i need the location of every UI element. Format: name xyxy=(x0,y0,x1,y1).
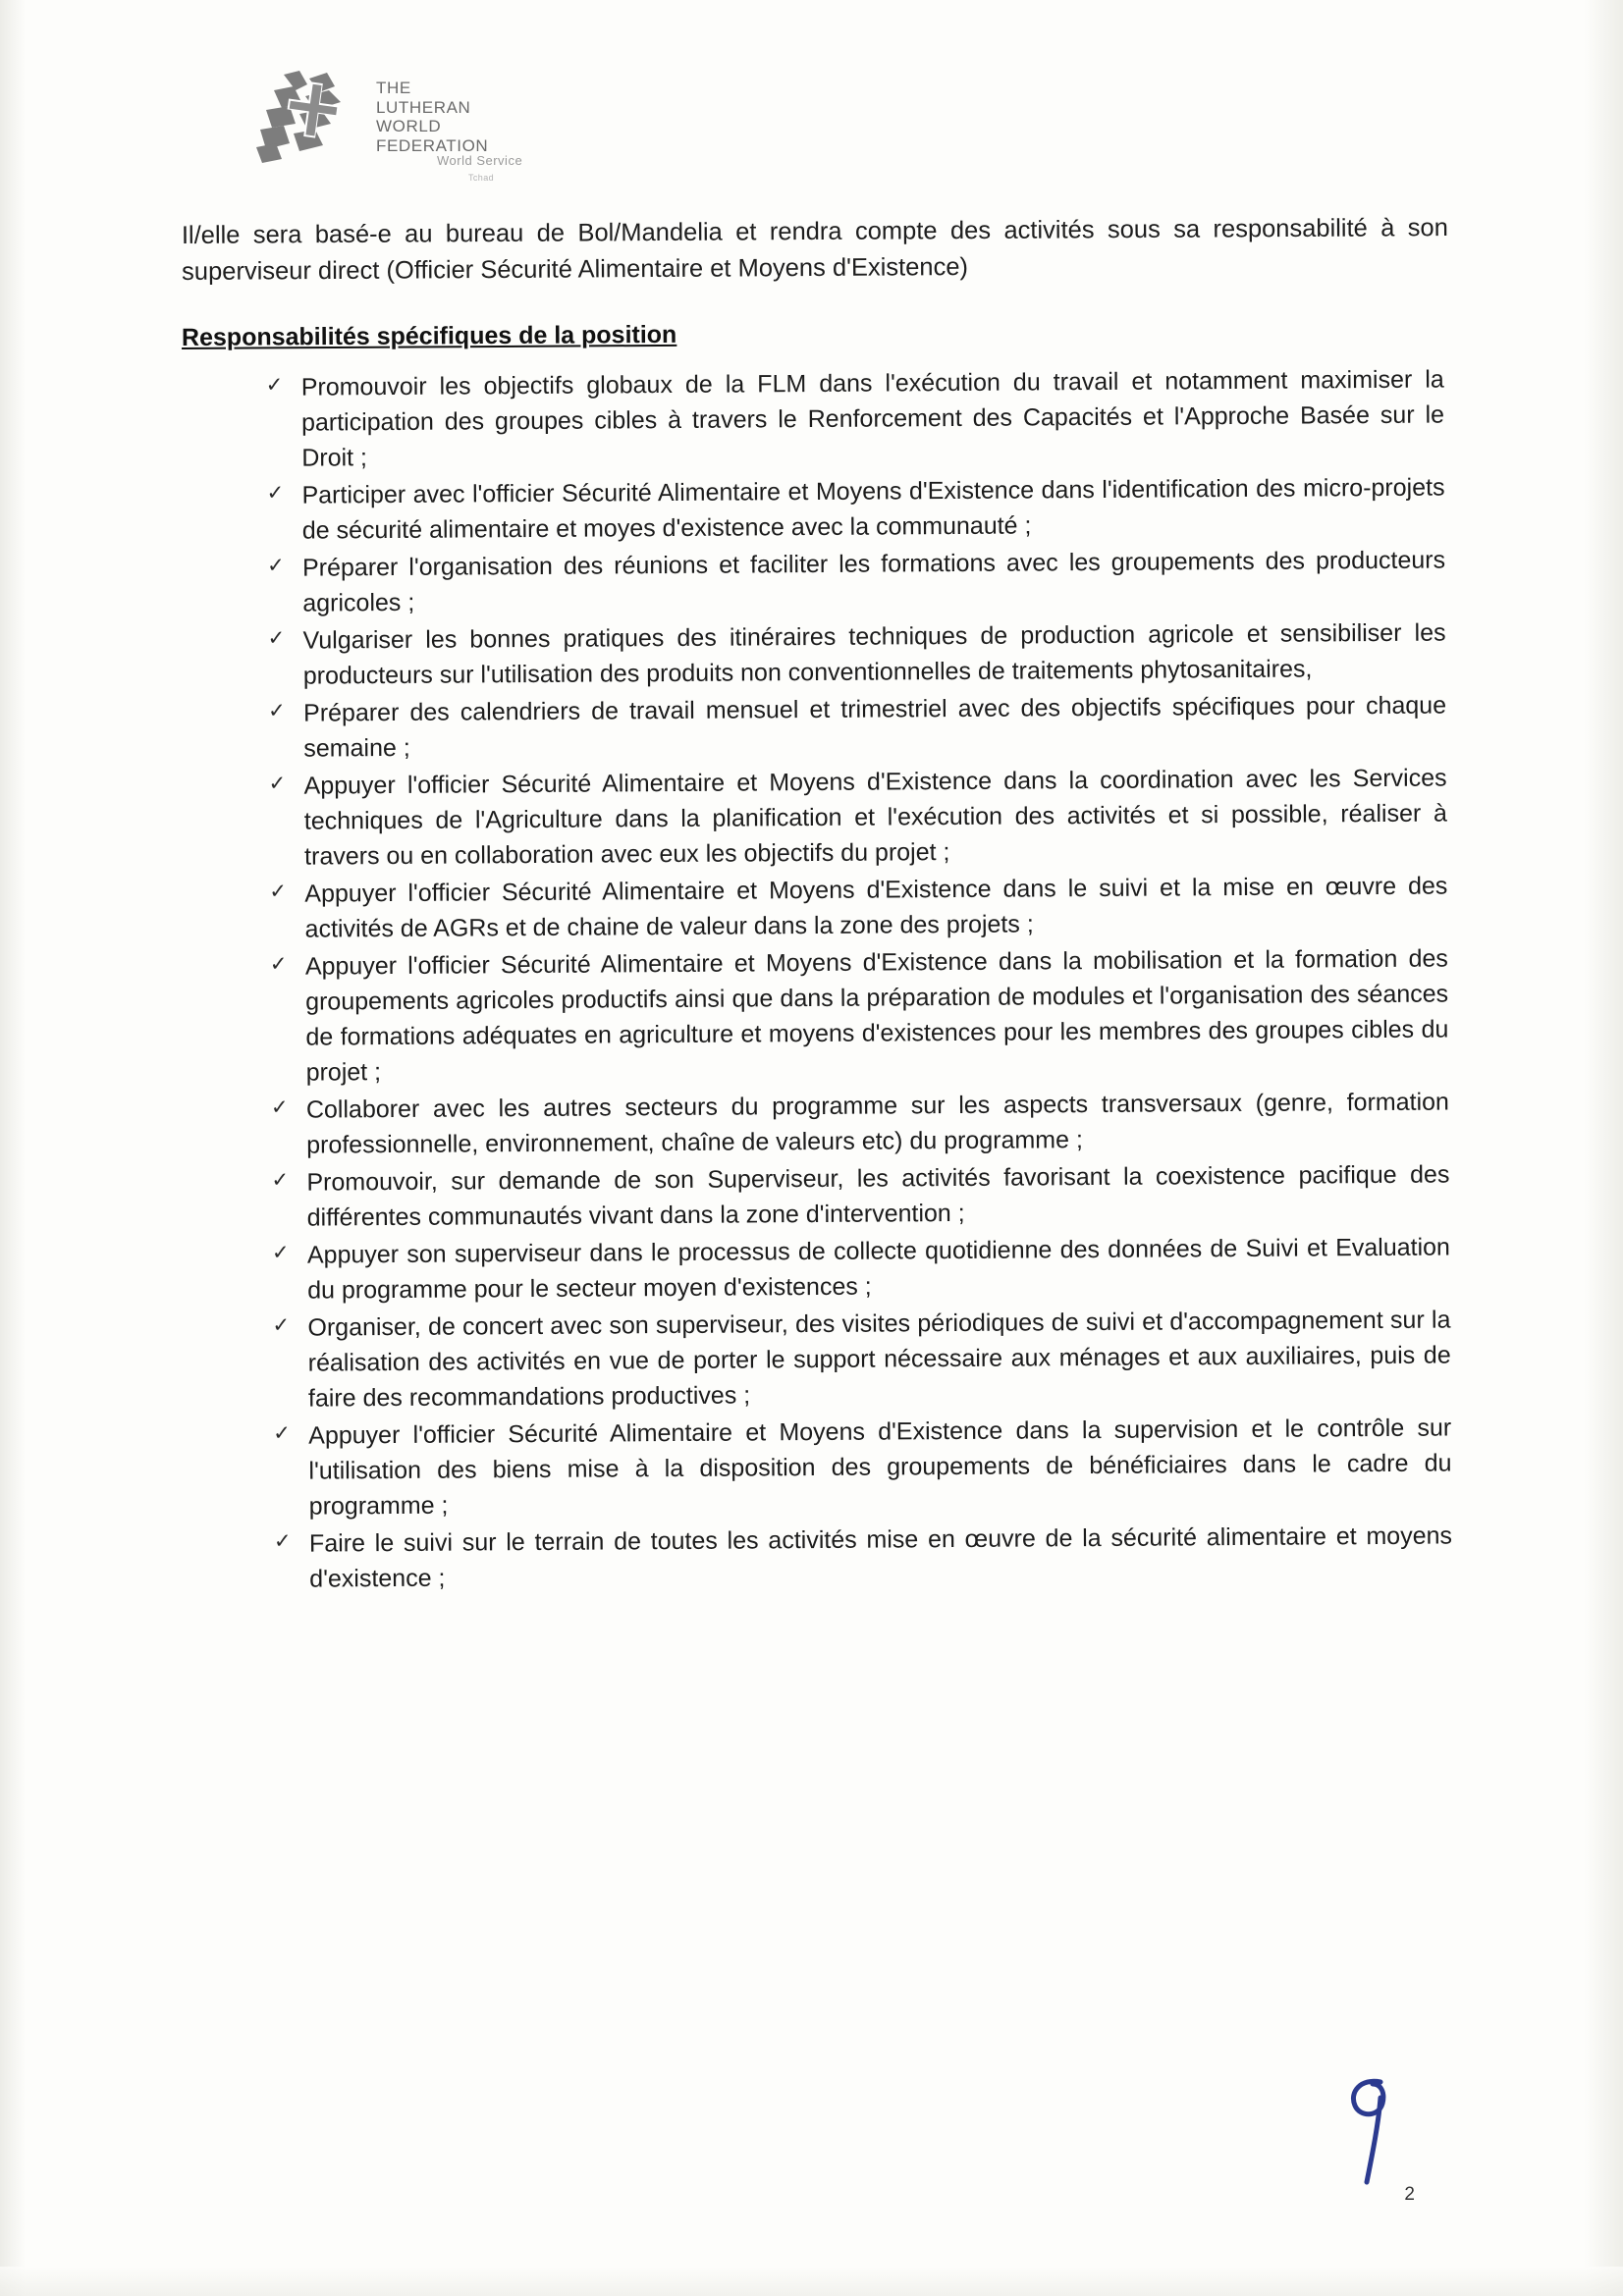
list-item-text: Appuyer l'officier Sécurité Alimentaire et Moyens d'Existence dans le suivi et la mise en œuvre des activités de AGRs et de chaine de valeur dans la zone des projets ; xyxy=(304,872,1448,944)
list-item-text: Collaborer avec les autres secteurs du programme sur les aspects transversaux (genre, formation professionnelle, environnement, chaîne de valeurs etc) du programme ; xyxy=(305,1088,1449,1160)
check-icon: ✓ xyxy=(266,482,285,506)
list-item xyxy=(268,688,1446,767)
list-item xyxy=(272,1303,1451,1416)
list-item xyxy=(267,543,1445,621)
logo-wordmark xyxy=(376,79,488,156)
logo-line-3: WORLD xyxy=(376,117,442,136)
list-item xyxy=(266,470,1444,549)
list-item xyxy=(267,615,1445,694)
intro-paragraph: Il/elle sera basé-e au bureau de Bol/Mandelia et rendra compte des activités sous sa responsabilité à son superviseur direct (Officier Sécurité Alimentaire et Moyens d'Existence) xyxy=(181,214,1448,287)
check-icon: ✓ xyxy=(270,1096,289,1120)
scan-edge-right xyxy=(1584,0,1623,2296)
list-item-text: Faire le suivi sur le terrain de toutes les activités mise en œuvre de la sécurité alimentaire et moyens d'existence ; xyxy=(308,1522,1453,1594)
list-item-text: Organiser, de concert avec son superviseur, des visites périodiques de suivi et d'accompagnement sur la réalisation des activités en vue de porter le support nécessaire aux ménages et aux auxiliaires, puis de faire des recommandations productives ; xyxy=(307,1306,1451,1414)
check-icon: ✓ xyxy=(268,773,287,796)
logo-subtitle: World Service xyxy=(437,153,523,168)
handwritten-signature-mark xyxy=(1324,2072,1412,2190)
list-item xyxy=(274,1519,1452,1597)
check-icon: ✓ xyxy=(269,953,288,977)
page-number: 2 xyxy=(1404,2184,1415,2205)
check-icon: ✓ xyxy=(272,1314,291,1338)
check-icon: ✓ xyxy=(271,1242,290,1265)
list-item xyxy=(271,1085,1449,1163)
list-item xyxy=(268,761,1447,875)
list-item-text: Promouvoir les objectifs globaux de la FLM dans l'exécution du travail et notamment maximiser la participation des groupes cibles à travers le Renforcement des Capacités et l'Approche Basée sur le Droit ; xyxy=(300,365,1445,473)
list-item xyxy=(273,1411,1452,1524)
check-icon: ✓ xyxy=(265,374,284,398)
logo-cross-icon xyxy=(250,69,358,167)
check-icon: ✓ xyxy=(273,1530,292,1554)
section-title: Responsabilités spécifiques de la position xyxy=(181,321,677,352)
list-item xyxy=(271,1157,1449,1236)
check-icon: ✓ xyxy=(267,700,286,723)
logo-country: Tchad xyxy=(468,173,495,183)
responsibilities-list xyxy=(178,362,1453,1598)
logo-line-2: LUTHERAN xyxy=(376,97,471,117)
list-item xyxy=(270,941,1449,1091)
list-item xyxy=(272,1230,1450,1308)
list-item-text: Appuyer son superviseur dans le processus de collecte quotidienne des données de Suivi et Evaluation du programme pour le secteur moyen d'existences ; xyxy=(306,1233,1451,1306)
list-item-text: Participer avec l'officier Sécurité Alimentaire et Moyens d'Existence dans l'identification des micro-projets de sécurité alimentaire et moyes d'existence avec la communauté ; xyxy=(301,473,1445,546)
check-icon: ✓ xyxy=(266,555,285,578)
scan-edge-left xyxy=(0,0,26,2296)
check-icon: ✓ xyxy=(273,1422,291,1446)
list-item-text: Promouvoir, sur demande de son Superviseur, les activités favorisant la coexistence pacifique des différentes communautés vivant dans la zone d'intervention ; xyxy=(306,1160,1450,1233)
lutheran-world-federation-logo xyxy=(250,69,1448,196)
check-icon: ✓ xyxy=(267,627,286,651)
logo-line-4: FEDERATION xyxy=(376,136,489,156)
list-item-text: Vulgariser les bonnes pratiques des itinéraires techniques de production agricole et sensibiliser les producteurs sur l'utilisation des produits non conventionnelles de traitements phytosanitaires, xyxy=(302,618,1446,691)
check-icon: ✓ xyxy=(271,1169,290,1193)
list-item-text: Appuyer l'officier Sécurité Alimentaire et Moyens d'Existence dans la supervision et le contrôle sur l'utilisation des biens mise à la disposition des groupements de bénéficiaires dans le cadre du programme ; xyxy=(308,1414,1452,1522)
check-icon: ✓ xyxy=(269,881,288,904)
scan-edge-bottom xyxy=(0,2267,1623,2296)
logo-line-1: THE xyxy=(376,79,411,97)
list-item xyxy=(266,362,1445,476)
list-item-text: Appuyer l'officier Sécurité Alimentaire et Moyens d'Existence dans la mobilisation et la formation des groupements agricoles productifs ainsi que dans la préparation de modules et l'organisation des séances de formations adéquates en agriculture et moyens d'existences pour les membres des groupes cibles du projet ; xyxy=(304,944,1449,1088)
list-item-text: Préparer l'organisation des réunions et faciliter les formations avec les groupements des producteurs agricoles ; xyxy=(301,546,1446,618)
list-item-text: Préparer des calendriers de travail mensuel et trimestriel avec des objectifs spécifiques pour chaque semaine ; xyxy=(302,691,1447,764)
document-content xyxy=(181,69,1453,1595)
list-item xyxy=(269,869,1447,947)
list-item-text: Appuyer l'officier Sécurité Alimentaire et Moyens d'Existence dans la coordination avec les Services techniques de l'Agriculture dans la planification et l'exécution des activités et si possible, réaliser à travers ou en collaboration avec eux les objectifs du projet ; xyxy=(303,764,1447,872)
